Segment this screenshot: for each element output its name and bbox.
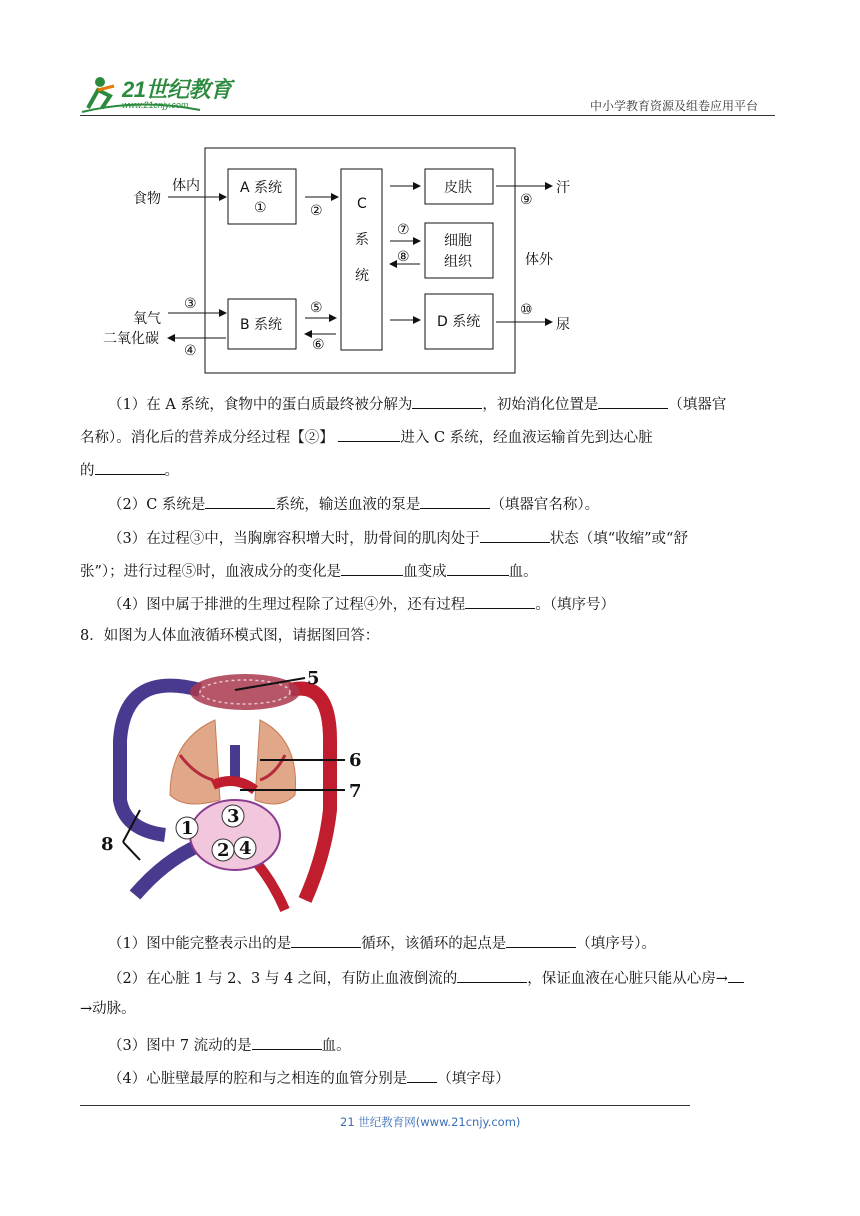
blank[interactable] <box>407 1066 437 1083</box>
q8-part2-line1: （2）在心脏 1 与 2、3 与 4 之间，有防止血液倒流的 ，保证血液在心脏只能从心房→ <box>108 966 744 989</box>
label-tinei: 体内 <box>172 178 200 194</box>
label-oxygen: 氧气 <box>133 311 161 327</box>
box-cell-label-2: 组织 <box>444 254 472 270</box>
q8-part2-line2: →动脉。 <box>80 1001 136 1017</box>
box-d-label: D 系统 <box>437 314 481 330</box>
q8-title: 8．如图为人体血液循环模式图，请据图回答： <box>80 628 380 644</box>
label-5: 5 <box>307 668 320 689</box>
label-sweat: 汗 <box>556 180 570 196</box>
blank[interactable] <box>457 966 527 983</box>
q7-part1-line1: （1）在 A 系统，食物中的蛋白质最终被分解为 ，初始消化位置是 （填器官 <box>108 392 726 415</box>
blank[interactable] <box>465 592 535 609</box>
box-c-label-3: 统 <box>355 268 369 284</box>
artery-right-loop <box>290 689 330 900</box>
step-4: ④ <box>184 343 197 359</box>
blank[interactable] <box>205 492 275 509</box>
label-8: 8 <box>101 834 114 855</box>
blank[interactable] <box>598 392 668 409</box>
q8-part3: （3）图中 7 流动的是 血。 <box>108 1033 351 1056</box>
vein-lower <box>135 845 200 895</box>
circulation-diagram <box>95 660 375 920</box>
blank[interactable] <box>447 559 509 576</box>
label-4: 4 <box>239 838 252 859</box>
blank[interactable] <box>728 966 744 983</box>
label-urine: 尿 <box>556 317 570 333</box>
blank[interactable] <box>420 492 490 509</box>
header-tagline: 中小学教育资源及组卷应用平台 <box>590 99 759 113</box>
header-divider <box>80 115 775 116</box>
box-c-label-2: 系 <box>355 232 369 248</box>
system-flow-diagram <box>100 140 580 380</box>
label-3: 3 <box>227 806 240 827</box>
q7-part3-line1: （3）在过程③中，当胸廓容积增大时，肋骨间的肌肉处于 状态（填“收缩”或“舒 <box>108 526 688 549</box>
logo-text: 21世纪教育 <box>122 77 232 102</box>
q8-part1: （1）图中能完整表示出的是 循环，该循环的起点是 （填序号）。 <box>108 931 656 954</box>
blank[interactable] <box>506 931 576 948</box>
label-1: 1 <box>181 818 194 839</box>
blank[interactable] <box>341 559 403 576</box>
label-co2: 二氧化碳 <box>103 331 159 347</box>
q7-part1-line3: 的 。 <box>80 458 179 481</box>
step-2: ② <box>310 203 323 219</box>
label-6: 6 <box>349 750 362 771</box>
footer-link[interactable]: 21 世纪教育网(www.21cnjy.com) <box>340 1115 521 1129</box>
blank[interactable] <box>291 931 361 948</box>
blank[interactable] <box>480 526 550 543</box>
label-tiwai: 体外 <box>525 252 553 268</box>
q7-part1-line2: 名称）。消化后的营养成分经过程【②】 进入 C 系统，经血液运输首先到达心脏 <box>80 425 653 448</box>
label-food: 食物 <box>133 191 161 207</box>
q7-part3-line2: 张”）；进行过程⑤时，血液成分的变化是 血变成 血。 <box>80 559 538 582</box>
box-a-label: A 系统 <box>240 180 283 196</box>
step-7: ⑦ <box>397 222 410 238</box>
blank[interactable] <box>338 425 400 442</box>
blank[interactable] <box>95 458 165 475</box>
step-10: ⑩ <box>520 302 533 318</box>
box-skin-label: 皮肤 <box>444 180 472 196</box>
step-8: ⑧ <box>397 249 410 265</box>
box-cell-label-1: 细胞 <box>444 233 472 249</box>
q8-part4: （4）心脏壁最厚的腔和与之相连的血管分别是 （填字母） <box>108 1066 510 1089</box>
blank[interactable] <box>252 1033 322 1050</box>
label-7: 7 <box>349 781 362 802</box>
box-c-label-1: C <box>357 196 367 212</box>
q7-part4: （4）图中属于排泄的生理过程除了过程④外，还有过程 。（填序号） <box>108 592 615 615</box>
label-2: 2 <box>217 840 230 861</box>
lung-right <box>255 720 296 804</box>
lung-left <box>170 720 220 804</box>
step-6: ⑥ <box>312 337 325 353</box>
q7-part2: （2）C 系统是 系统，输送血液的泵是 （填器官名称）。 <box>108 492 599 515</box>
footer-divider <box>80 1105 690 1106</box>
logo-subtext: www.21cnjy.com <box>122 100 189 110</box>
box-a-number: ① <box>254 200 267 216</box>
box-b-label: B 系统 <box>240 317 283 333</box>
step-9: ⑨ <box>520 192 533 208</box>
step-5: ⑤ <box>310 300 323 316</box>
step-3: ③ <box>184 296 197 312</box>
blank[interactable] <box>412 392 482 409</box>
